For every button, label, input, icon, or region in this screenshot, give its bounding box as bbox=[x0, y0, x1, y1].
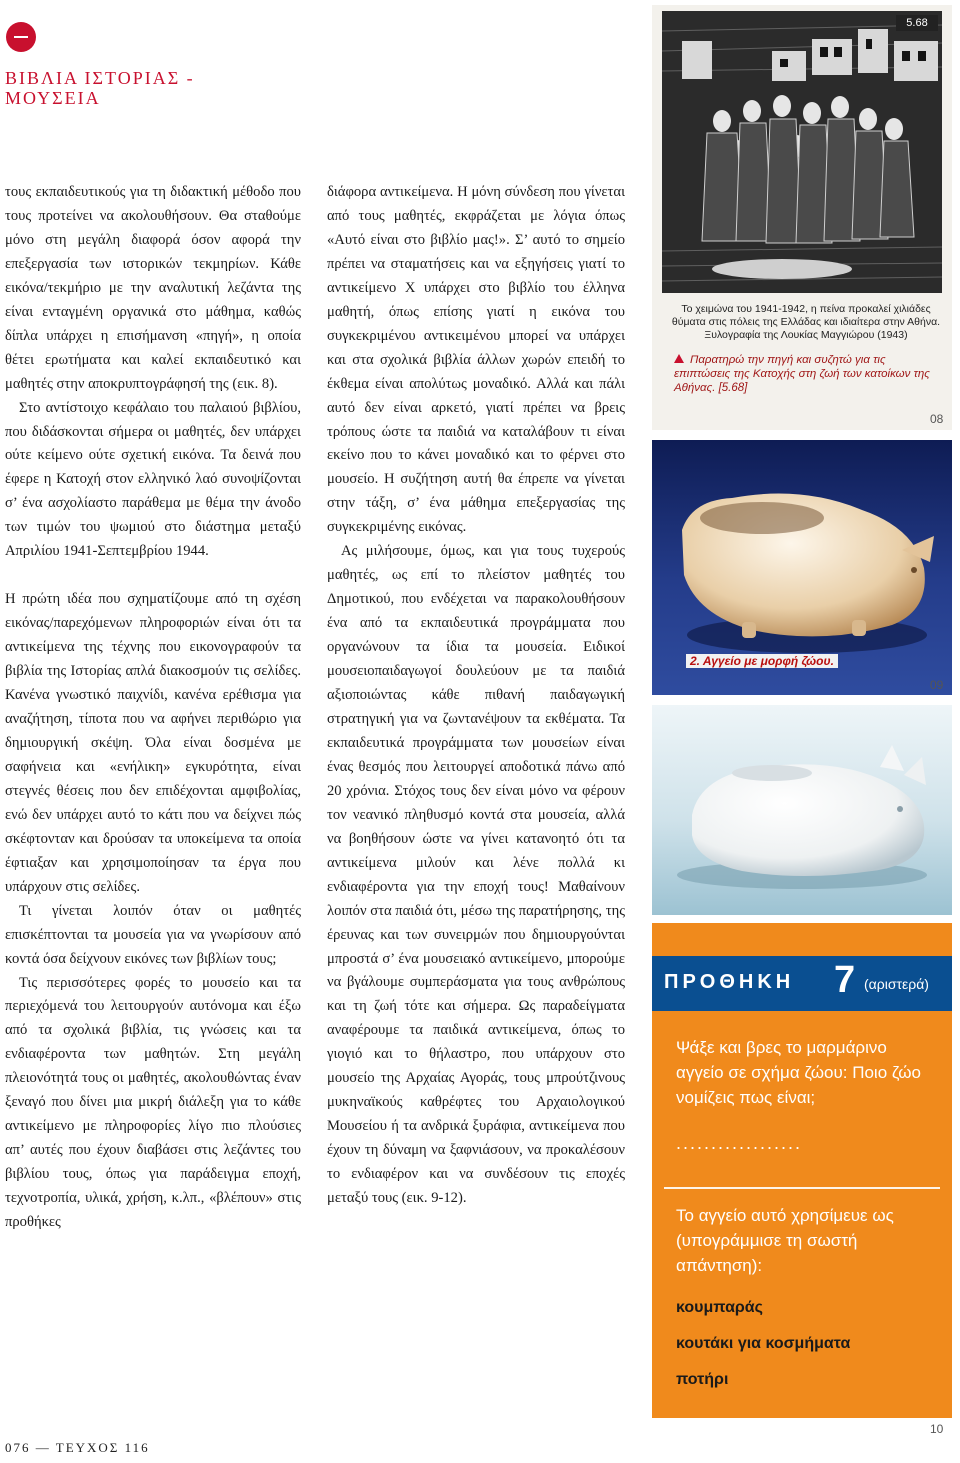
card-number: 7 bbox=[834, 959, 856, 1001]
figure-number: 09 bbox=[930, 678, 944, 692]
answer-option: κουμπαράς bbox=[676, 1299, 763, 1316]
source-prompt-text: Παρατηρώ την πηγή και συζητώ για τις επιπτώσεις της Κατοχής στη ζωή των κατοίκων της Αθήνας. [5.68] bbox=[674, 354, 930, 394]
paragraph: Τι γίνεται λοιπόν όταν οι μαθητές επισκέπτονται τα μουσεία για να γνωρίσουν από κοντά όσα δείχνουν εικόνες των βιβλίων τους; bbox=[5, 902, 301, 967]
paragraph: διάφορα αντικείμενα. Η μόνη σύνδεση που γίνεται από τους μαθητές, εκφράζεται με λόγια όπως «Αυτό είναι στο βιβλίο μας!». Σ’ αυτό το σημείο πρέπει να σταματήσεις και να εξηγήσεις γιατί το αντικείμενο Χ υπάρχει στο βιβλίο του έλληνα μαθητή, όπως επίσης γιατί η εικόνα του συγκεκριμένου αντικειμένου μπορεί να υπάρχει και στα σχολικά βιβλία άλλων χωρών επειδή το έκθεμα είναι απολύτως μοναδικό. Αλλά και πάλι αυτό δεν είναι αρκετό, γιατί πρέπει να βρεις τρόπους ώστε τα παιδιά να καταλάβουν τι είναι εκείνο που το κάνει μοναδικό και το φέρνει στο μουσείο. Η συζήτηση αυτή θα έπρεπε να γίνεται στην τάξη, σ’ ένα μάθημα επεξεργασίας της συγκεκριμένης εικόνας. bbox=[327, 184, 625, 536]
card-header bbox=[652, 956, 952, 1011]
pig-vessel-photo bbox=[652, 705, 952, 915]
woodcut-drawing bbox=[662, 11, 942, 293]
divider bbox=[664, 1187, 940, 1189]
figure-caption: Το χειμώνα του 1941-1942, η πείνα προκαλεί χιλιάδες θύματα στις πόλεις της Ελλάδας και ιδιαίτερα στην Αθήνα. Ξυλογραφία της Λουκίας Μαγγιώρου (1943) bbox=[671, 303, 941, 341]
figure-marble-vessel bbox=[652, 440, 952, 695]
paragraph: Στο αντίστοιχο κεφάλαιο του παλαιού βιβλίου, που διδάσκονται σήμερα οι μαθητές, δεν υπάρχει ούτε κείμενο ούτε σχετική εικόνα. Τα δεινά που έφερε η Κατοχή στον ελληνικό λαό συνοψίζονται σ’ ένα ασχολίαστο παράθεμα με θέμα την άνοδο των τιμών του ψωμιού στο διάστημα μεταξύ Απριλίου 1941-Σεπτεμβρίου 1944. bbox=[5, 399, 301, 560]
answer-blank: .................. bbox=[676, 1133, 803, 1153]
card-question-2: Το αγγείο αυτό χρησίμευε ως (υπογράμμισε τη σωστή απάντηση): bbox=[676, 1206, 894, 1275]
figure-pig-vessel bbox=[652, 705, 952, 915]
figure-number: 10 bbox=[930, 1422, 944, 1436]
section-title-line1: ΒΙΒΛΙΑ ΙΣΤΟΡΙΑΣ - bbox=[5, 68, 195, 88]
card-title: ΠΡΟΘΗΚΗ bbox=[664, 971, 795, 993]
card-question: Ψάξε και βρες το μαρμάρινο αγγείο σε σχήμα ζώου: Ποιο ζώο νομίζεις πως είναι; bbox=[676, 1038, 921, 1107]
section-title-line2: ΜΟΥΣΕΙΑ bbox=[5, 88, 101, 108]
source-prompt bbox=[674, 353, 944, 395]
triangle-icon bbox=[674, 354, 684, 363]
answer-option: κουτάκι για κοσμήματα bbox=[676, 1335, 851, 1352]
paragraph: τους εκπαιδευτικούς για τη διδακτική μέθοδο που τους προτείνει να ακολουθήσουν. Θα σταθούμε μόνο στη μεγάλη διαφορά όσον αφορά την επεξεργασία των ιστορικών τεκμηρίων. Κάθε εικόνα/τεκμήριο με την αναλυτική λεζάντα της είναι ενταγμένη οργανικά στο μάθημα, καθώς δίπλα υπάρχει η επισήμανση «πηγή», η οποία θέτει ερωτήματα και καλεί εκπαιδευτικό και μαθητές στην αποκρυπτογράφησή της (εικ. 8). bbox=[5, 184, 301, 392]
paragraph: Τις περισσότερες φορές το μουσείο και τα περιεχόμενά του λειτουργούν αυτόνομα και έξω από τα σχολικά βιβλία, τις γνώσεις και τα ενδιαφέροντα των μαθητών. Στη μεγάλη πλειονότητά τους οι μαθητές, ακολουθώντας έναν ξεναγό που δίνει μια μικρή διάλεξη για το κάθε αντικείμενο με πληροφορίες λίγο πιο πλούσιες απ’ αυτές που έχουν διαβάσει στις λεζάντες του βιβλίου τους, όπως για παράδειγμα εποχή, τεχνοτροπία, υλικά, χρήση, κ.λπ., «βλέπουν» στις προθήκες bbox=[5, 974, 301, 1231]
showcase-worksheet-card bbox=[652, 923, 952, 1418]
text-column-right bbox=[327, 181, 625, 1211]
page-footer: 076 — ΤΕΥΧΟΣ 116 bbox=[5, 1440, 150, 1455]
paragraph: Η πρώτη ιδέα που σχηματίζουμε από τη σχέση εικόνας/παρεχόμενων πληροφοριών είναι ότι τα αντικείμενα της τέχνης που εικονογραφούν τα βιβλία της Ιστορίας απλά διακοσμούν τις σελίδες. Κανένα γνωστικό παιχνίδι, κανένα ερέθισμα για αναζήτηση, τίποτα που να αφήνει περιθώριο για δημιουργική σκέψη. Όλα είναι δοσμένα με σαφήνεια και «ενήλικη» εγκυρότητα, είναι στεγνές θέσεις που δεν επιδέχονται αμφιβολίας, ενώ δεν υπάρχει αυτό το κάτι που να δείχνει πώς σκέφτονταν και δρούσαν τα υποκείμενα τα οποία έφτιαξαν και χρησιμοποίησαν τα έργα που υπάρχουν στις σελίδες. bbox=[5, 591, 301, 895]
section-title bbox=[5, 68, 275, 108]
figure-caption: 2. Αγγείο με μορφή ζώου. bbox=[686, 654, 838, 668]
woodcut-image bbox=[662, 11, 942, 293]
figure-textbook-woodcut bbox=[652, 5, 952, 430]
figure-badge: 5.68 bbox=[896, 15, 938, 31]
card-subtitle: (αριστερά) bbox=[864, 976, 929, 992]
answer-option: ποτήρι bbox=[676, 1371, 729, 1388]
figure-number: 08 bbox=[930, 412, 944, 426]
magazine-logo-icon bbox=[6, 22, 36, 52]
text-column-left bbox=[5, 181, 301, 1235]
paragraph: Ας μιλήσουμε, όμως, και για τους τυχερούς μαθητές, ως επί το πλείστον μαθητές του Δημοτικού, που ενδέχεται να παρακολουθήσουν ένα από τα εκπαιδευτικά προγράμματα που οργανώνουν τα ίδια τα μουσεία. Ειδικοί μουσειοπαιδαγωγοί δουλεύουν με τα παιδιά αξιοποιώντας κάθε πιθανή παιδαγωγική στρατηγική για να ζωντανέψουν τα εκθέματα. Τα εκπαιδευτικά προγράμματα των μουσείων είναι ένας θεσμός που λειτουργεί αποδοτικά πάνω από 20 χρόνια. Στόχος τους δεν είναι μόνο να φέρουν τον νεανικό πληθυσμό κοντά στα μουσεία, αλλά να βοηθήσουν ώστε να γίνει κατανοητό ότι τα αντικείμενα μιλούν και λένε πολλά κι ενδιαφέροντα για την εποχή τους! Μαθαίνουν λοιπόν στα παιδιά ότι, μέσω της παρατήρησης, της έρευνας και των συνειρμών που δημιουργούνται μπροστά σ’ ένα μουσειακό αντικείμενο, μπορούμε να βγάλουμε συμπεράσματα για τους ανθρώπους και τη ζωή τότε και σήμερα. Ως παραδείγματα αναφέρουμε τα παιδικά αντικείμενα, όπως το γιογιό και το θήλαστρο, που υπάρχουν στο μουσείο της Αρχαίας Αγοράς, τους μπρούτζινους μυκηναϊκούς καθρέφτες του Αρχαιολογικού Μουσείου ή τα ανδρικά ξυράφια, αντικείμενα που έχουν τη δύναμη να ξαφνιάσουν, να προκαλέσουν το ενδιαφέρον και να συνδέσουν τις εποχές μεταξύ τους (εικ. 9-12). bbox=[327, 543, 625, 1207]
